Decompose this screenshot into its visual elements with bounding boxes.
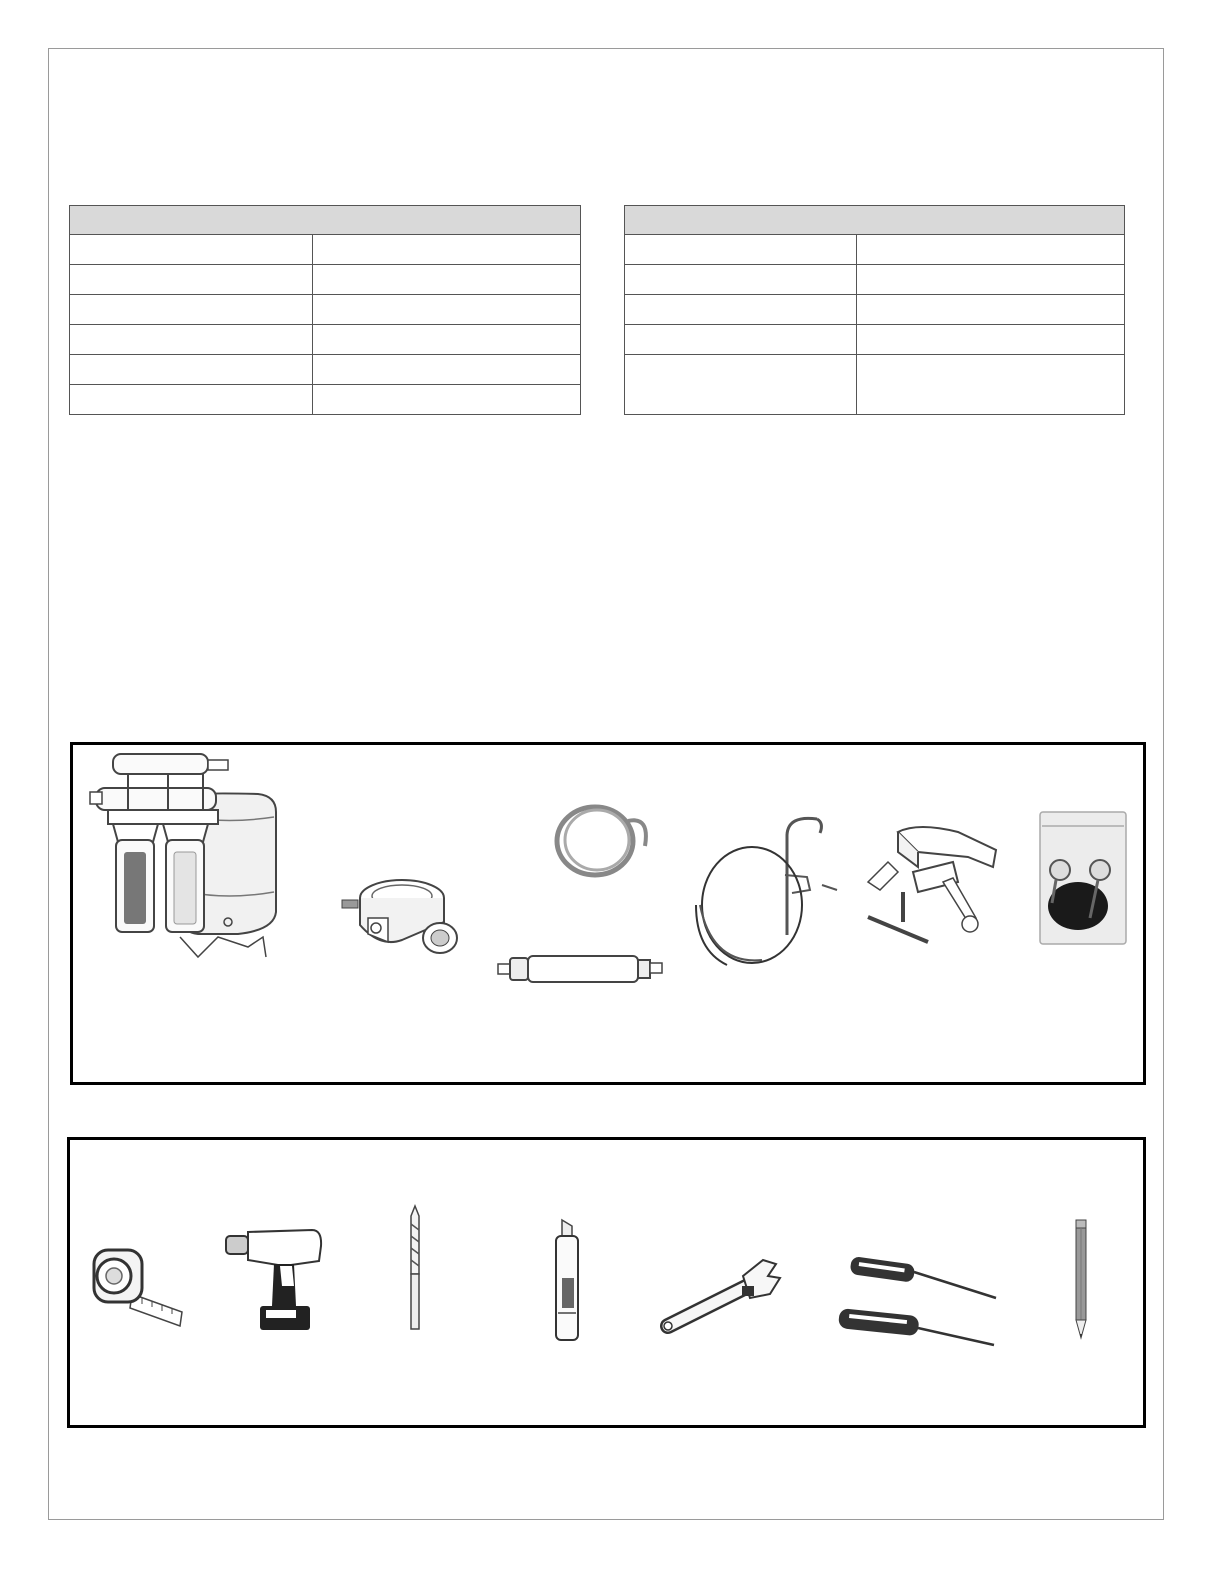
spec-label xyxy=(70,295,313,325)
spec-table-left xyxy=(69,205,581,415)
spec-label xyxy=(625,325,857,355)
spec-value xyxy=(313,355,581,385)
table-row xyxy=(625,325,1125,355)
faucet-with-tubing-icon xyxy=(692,815,842,970)
hardware-bag-icon xyxy=(1038,808,1130,948)
spec-value xyxy=(313,295,581,325)
spec-table-left-header xyxy=(70,206,581,235)
spec-label xyxy=(625,355,857,415)
drill-bit-icon xyxy=(405,1204,425,1332)
table-row xyxy=(70,385,581,415)
table-row xyxy=(70,295,581,325)
spec-value xyxy=(857,265,1125,295)
spec-value xyxy=(313,265,581,295)
table-row xyxy=(70,355,581,385)
spec-value xyxy=(857,235,1125,265)
cordless-drill-icon xyxy=(224,1226,324,1336)
feed-water-valve-icon xyxy=(858,822,1003,952)
table-row xyxy=(70,235,581,265)
spec-label xyxy=(70,385,313,415)
inline-post-filter-icon xyxy=(496,950,666,990)
spec-value xyxy=(857,295,1125,325)
table-row xyxy=(625,235,1125,265)
spec-label xyxy=(625,265,857,295)
utility-knife-icon xyxy=(550,1218,582,1343)
adjustable-wrench-icon xyxy=(658,1256,783,1336)
spec-value xyxy=(313,325,581,355)
table-row xyxy=(70,325,581,355)
table-row xyxy=(625,355,1125,415)
tubing-coil-icon xyxy=(550,796,660,886)
spec-label xyxy=(70,325,313,355)
pencil-icon xyxy=(1071,1218,1091,1343)
drain-saddle-icon xyxy=(340,870,465,960)
spec-label xyxy=(625,295,857,325)
tape-measure-icon xyxy=(92,1246,187,1331)
spec-table-right xyxy=(624,205,1125,415)
ro-filter-system-with-tank-icon xyxy=(88,752,288,962)
spec-table-right-header xyxy=(625,206,1125,235)
spec-value xyxy=(857,325,1125,355)
spec-label xyxy=(70,265,313,295)
spec-label xyxy=(70,355,313,385)
spec-value xyxy=(857,355,1125,415)
spec-label xyxy=(625,235,857,265)
table-row xyxy=(625,265,1125,295)
table-row xyxy=(625,295,1125,325)
table-row xyxy=(70,265,581,295)
spec-label xyxy=(70,235,313,265)
screwdrivers-icon xyxy=(838,1250,1000,1350)
spec-value xyxy=(313,235,581,265)
spec-value xyxy=(313,385,581,415)
